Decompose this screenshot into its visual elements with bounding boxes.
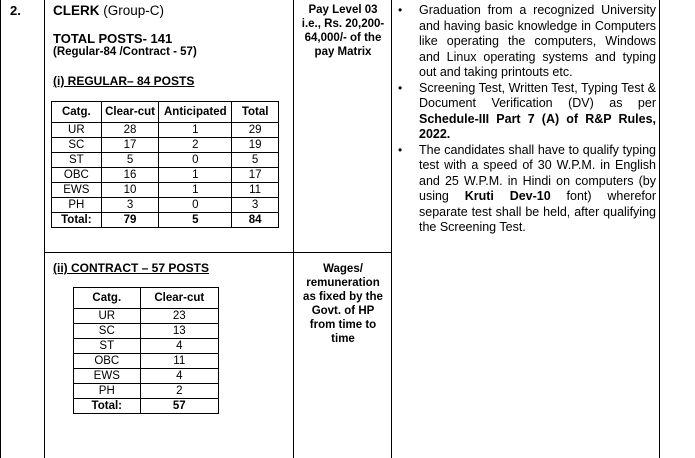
table-cell: 4 (140, 369, 218, 384)
column-divider-pay (391, 0, 392, 458)
qualification-item (398, 143, 656, 236)
table-cell: 1 (159, 123, 232, 138)
pay-scale (299, 3, 387, 59)
table-cell: 0 (159, 153, 232, 168)
table-row (52, 138, 279, 153)
table-cell: PH (74, 384, 141, 399)
wages-line: remuneration (306, 277, 380, 289)
contract-header-row (74, 288, 219, 309)
bullet-icon: • (398, 142, 403, 157)
row-divider-regular-contract (44, 252, 392, 253)
table-cell: 5 (101, 153, 159, 168)
pay_scale-line: i.e., Rs. 20,200- (301, 18, 385, 30)
bullet-icon: • (398, 3, 403, 17)
table-cell: 23 (140, 309, 218, 324)
qualification-text: Graduation from a recognized University and having basic knowledge in Computers like operating the computers, Windows and Linux operating systems and typing out and taking printouts etc. (419, 3, 656, 79)
qualification-item (398, 81, 656, 143)
table-cell: 1 (159, 183, 232, 198)
table-cell: OBC (52, 168, 102, 183)
qualification-item (398, 3, 656, 81)
qualification-text: font) wherefor separate test shall be held, after qualifying the Screening Test. (419, 189, 656, 234)
table-cell: 10 (101, 183, 159, 198)
column-divider-qualification (659, 0, 660, 458)
bullet-icon: • (398, 80, 403, 95)
contract-posts-table (73, 287, 219, 414)
table-cell: 29 (232, 123, 279, 138)
total-posts: TOTAL POSTS- 141 (53, 31, 173, 46)
pay_scale-line: 64,000/- of the (304, 32, 382, 44)
table-row (52, 123, 279, 138)
wages-line: as fixed by the (303, 291, 383, 303)
posts-split-note: (Regular-84 /Contract - 57) (53, 46, 197, 58)
table-cell: UR (74, 309, 141, 324)
table-cell: SC (74, 324, 141, 339)
table-cell: UR (52, 123, 102, 138)
table-row (74, 339, 219, 354)
wages-line: time (331, 333, 355, 345)
contract-header-cell: Catg. (74, 288, 141, 309)
contract-heading: (ii) CONTRACT – 57 POSTS (53, 261, 210, 275)
qualification-text: Schedule-III Part 7 (A) of R&P Rules, 2022. (419, 111, 656, 141)
column-divider-post (293, 0, 294, 458)
table-row (74, 324, 219, 339)
table-row (74, 369, 219, 384)
table-cell: 11 (140, 354, 218, 369)
table-cell: ST (52, 153, 102, 168)
regular-header-cell: Catg. (52, 102, 102, 123)
post-name-text: CLERK (53, 3, 100, 18)
table-cell: 11 (232, 183, 279, 198)
table-row (52, 153, 279, 168)
qualification-text: Screening Test, Written Test, Typing Test & Document Verification (DV) as per (419, 80, 656, 110)
table-row (52, 183, 279, 198)
table-row (52, 198, 279, 213)
table-cell: 17 (232, 168, 279, 183)
regular-header-row (52, 102, 279, 123)
wages-line: Wages/ (323, 263, 363, 275)
table-total-row (74, 399, 219, 414)
table-cell: 3 (101, 198, 159, 213)
table-cell: 2 (159, 138, 232, 153)
table-total-cell: 5 (159, 213, 232, 228)
regular-heading: (i) REGULAR– 84 POSTS (53, 74, 195, 88)
table-row (74, 309, 219, 324)
contract-header-cell: Clear-cut (140, 288, 218, 309)
table-row (74, 384, 219, 399)
table-row (74, 354, 219, 369)
table-cell: 16 (101, 168, 159, 183)
regular-header-cell: Clear-cut (101, 102, 159, 123)
table-total-cell: 79 (101, 213, 159, 228)
table-cell: 28 (101, 123, 159, 138)
regular-header-cell: Anticipated (159, 102, 232, 123)
post-group: (Group-C) (103, 3, 165, 18)
table-row (52, 168, 279, 183)
pay_scale-line: pay Matrix (314, 46, 372, 58)
qualifications-list (398, 3, 656, 236)
serial-number: 2. (10, 3, 21, 18)
table-cell: PH (52, 198, 102, 213)
table-cell: 5 (232, 153, 279, 168)
table-cell: OBC (74, 354, 141, 369)
table-cell: 2 (140, 384, 218, 399)
wages-line: from time to (309, 319, 377, 331)
regular-header-cell: Total (232, 102, 279, 123)
table-cell: SC (52, 138, 102, 153)
table-total-cell: 84 (232, 213, 279, 228)
table-cell: 4 (140, 339, 218, 354)
regular-posts-table (51, 101, 279, 228)
table-cell: 3 (232, 198, 279, 213)
column-divider-serial (44, 0, 45, 458)
table-cell: 13 (140, 324, 218, 339)
table-cell: 1 (159, 168, 232, 183)
table-total-cell: 57 (140, 399, 218, 414)
table-cell: EWS (74, 369, 141, 384)
table-total-cell: Total: (74, 399, 141, 414)
table-cell: 17 (101, 138, 159, 153)
contract-wages (299, 262, 387, 346)
post-name (53, 3, 164, 18)
table-border-left (0, 0, 1, 458)
pay_scale-line: Pay Level 03 (308, 4, 378, 16)
table-cell: 19 (232, 138, 279, 153)
qualification-text: The candidates shall have to qualify typing test with a speed of 30 W.P.M. in English and 25 W.P.M. in Hindi on computers (by using (419, 142, 656, 203)
wages-line: Govt. of HP (311, 305, 375, 317)
table-cell: EWS (52, 183, 102, 198)
table-cell: 0 (159, 198, 232, 213)
table-cell: ST (74, 339, 141, 354)
qualification-text: Kruti Dev-10 (464, 189, 551, 203)
table-total-cell: Total: (52, 213, 102, 228)
table-total-row (52, 213, 279, 228)
